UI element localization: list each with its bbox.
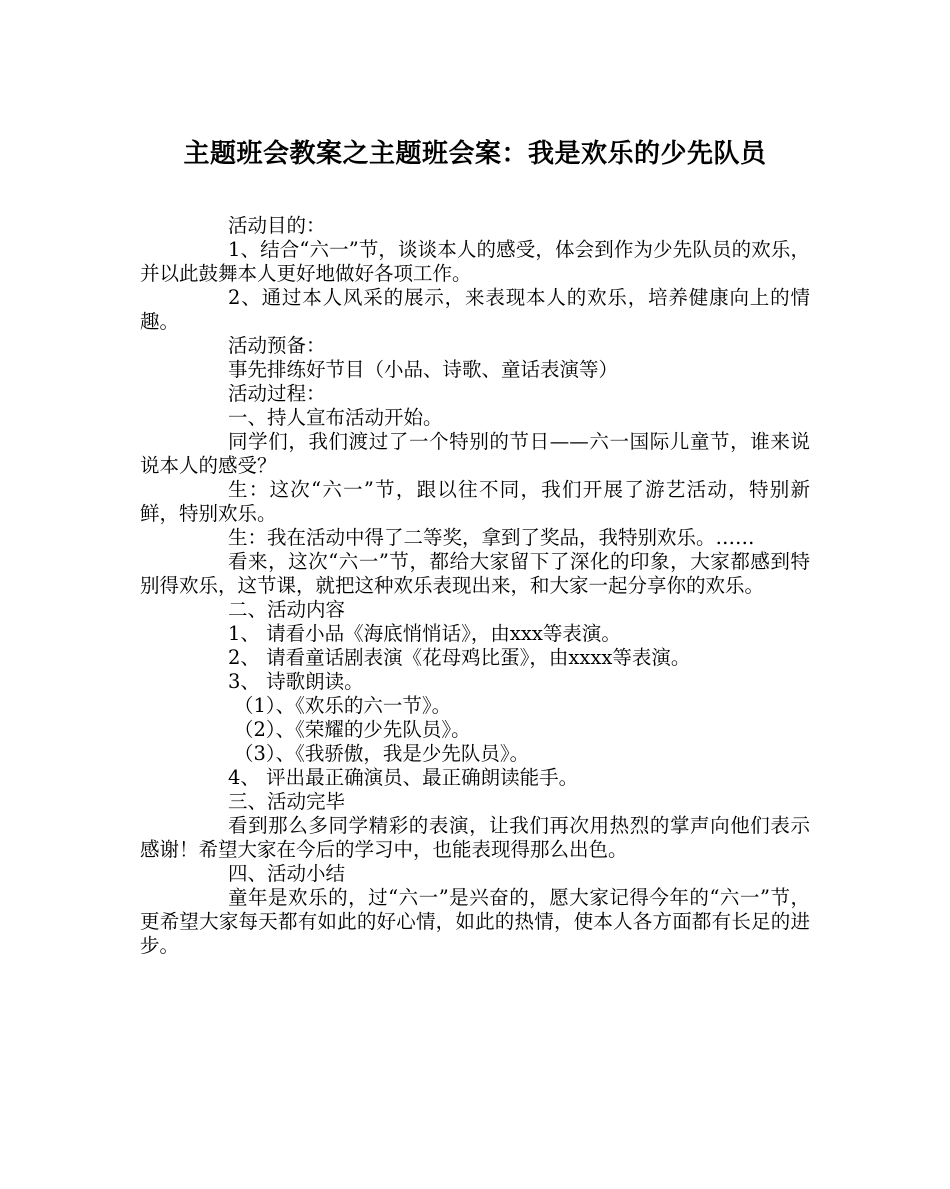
paragraph-section-2: 二、活动内容 bbox=[228, 598, 346, 621]
list-item-1: 1、 请看小品《海底悄悄话》，由xxx等表演。 bbox=[228, 622, 621, 645]
paragraph-conclusion: 童年是欢乐的，过“六一”是兴奋的，愿大家记得今年的“六一”节，更希望大家每天都有如此的好心情，如此的热情，使本人各方面都有长足的进步。 bbox=[140, 886, 810, 957]
document-title: 主题班会教案之主题班会案：我是欢乐的少先队员 bbox=[183, 139, 767, 169]
paragraph-student-2: 生：我在活动中得了二等奖，拿到了奖品，我特别欢乐。…… bbox=[228, 526, 755, 549]
list-item-3: 3、 诗歌朗读。 bbox=[228, 670, 364, 693]
paragraph-preparation-heading: 活动预备： bbox=[228, 334, 326, 357]
paragraph-section-3: 三、活动完毕 bbox=[228, 790, 346, 813]
sub-item-2: （2）、《荣耀的少先队员》。 bbox=[234, 718, 471, 741]
sub-item-3: （3）、《我骄傲，我是少先队员》。 bbox=[234, 742, 530, 765]
paragraph-goal-2: 2、通过本人风采的展示，来表现本人的欢乐，培养健康向上的情趣。 bbox=[140, 286, 810, 333]
paragraph-activity-goal-heading: 活动目的： bbox=[228, 214, 326, 237]
paragraph-section-1: 一、持人宣布活动开始。 bbox=[228, 406, 443, 429]
paragraph-student-1: 生：这次“六一”节，跟以往不同，我们开展了游艺活动，特别新鲜，特别欢乐。 bbox=[140, 478, 810, 525]
paragraph-goal-1: 1、结合“六一”节，谈谈本人的感受，体会到作为少先队员的欢乐，并以此鼓舞本人更好地做好各项工作。 bbox=[140, 238, 810, 285]
document-body bbox=[140, 214, 810, 958]
paragraph-process-heading: 活动过程： bbox=[228, 382, 326, 405]
list-item-4: 4、 评出最正确演员、最正确朗读能手。 bbox=[228, 766, 579, 789]
paragraph-host-summary: 看来，这次“六一”节，都给大家留下了深化的印象，大家都感到特别得欢乐，这节课，就把这种欢乐表现出来，和大家一起分享你的欢乐。 bbox=[140, 550, 810, 597]
paragraph-section-4: 四、活动小结 bbox=[228, 862, 346, 885]
paragraph-preparation: 事先排练好节目（小品、诗歌、童话表演等） bbox=[228, 358, 619, 381]
sub-item-1: （1）、《欢乐的六一节》。 bbox=[234, 694, 452, 717]
list-item-2: 2、 请看童话剧表演《花母鸡比蛋》，由xxxx等表演。 bbox=[228, 646, 691, 669]
paragraph-thanks: 看到那么多同学精彩的表演，让我们再次用热烈的掌声向他们表示感谢！希望大家在今后的学习中，也能表现得那么出色。 bbox=[140, 814, 810, 861]
paragraph-host-speech: 同学们，我们渡过了一个特别的节日——六一国际儿童节，谁来说说本人的感受？ bbox=[140, 430, 810, 477]
